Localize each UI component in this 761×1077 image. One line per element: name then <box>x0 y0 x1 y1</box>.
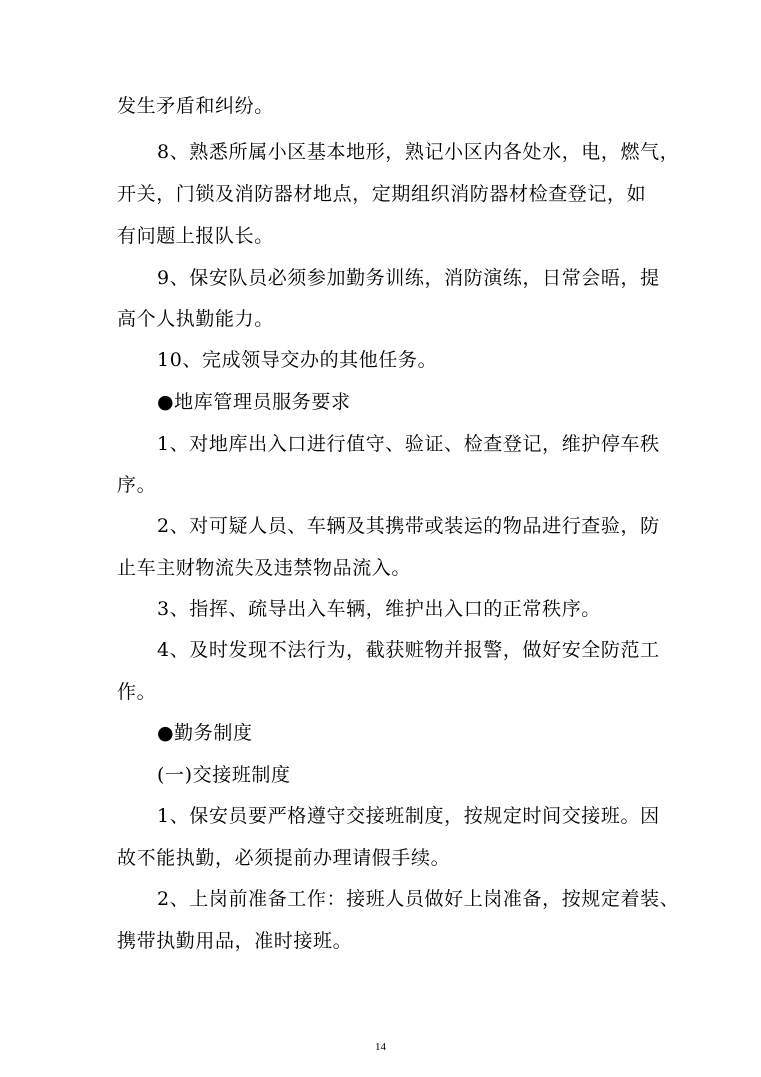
text-line: 2、对可疑人员、车辆及其携带或装运的物品进行查验，防 <box>157 515 660 537</box>
page-number: 14 <box>375 1041 386 1053</box>
text-line: 作。 <box>117 681 157 703</box>
text-line: 高个人执勤能力。 <box>117 308 274 330</box>
text-line: 8、熟悉所属小区基本地形，熟记小区内各处水，电，燃气， <box>157 141 680 163</box>
text-line: 故不能执勤，必须提前办理请假手续。 <box>117 847 451 869</box>
section-heading: ●勤务制度 <box>157 722 253 744</box>
text-line: 发生矛盾和纠纷。 <box>117 95 274 117</box>
section-heading: ●地库管理员服务要求 <box>157 391 351 413</box>
text-line: 1、对地库出入口进行值守、验证、检查登记，维护停车秩 <box>157 433 660 455</box>
text-line: 携带执勤用品，准时接班。 <box>117 930 353 952</box>
text-line: 开关，门锁及消防器材地点，定期组织消防器材检查登记，如 <box>117 183 647 205</box>
text-line: 2、上岗前准备工作：接班人员做好上岗准备，按规定着装、 <box>157 888 680 910</box>
text-line: 9、保安队员必须参加勤务训练，消防演练，日常会晤，提 <box>157 267 660 289</box>
text-line: 有问题上报队长。 <box>117 225 274 247</box>
text-line: 序。 <box>117 474 157 496</box>
text-line: 1、保安员要严格遵守交接班制度，按规定时间交接班。因 <box>157 805 660 827</box>
text-line: 3、指挥、疏导出入车辆，维护出入口的正常秩序。 <box>157 598 601 620</box>
text-line: 止车主财物流失及违禁物品流入。 <box>117 557 412 579</box>
text-line: 4、及时发现不法行为，截获赃物并报警，做好安全防范工 <box>157 639 660 661</box>
subsection-heading: (一)交接班制度 <box>157 764 291 786</box>
text-line: 10、完成领导交办的其他任务。 <box>157 349 438 371</box>
